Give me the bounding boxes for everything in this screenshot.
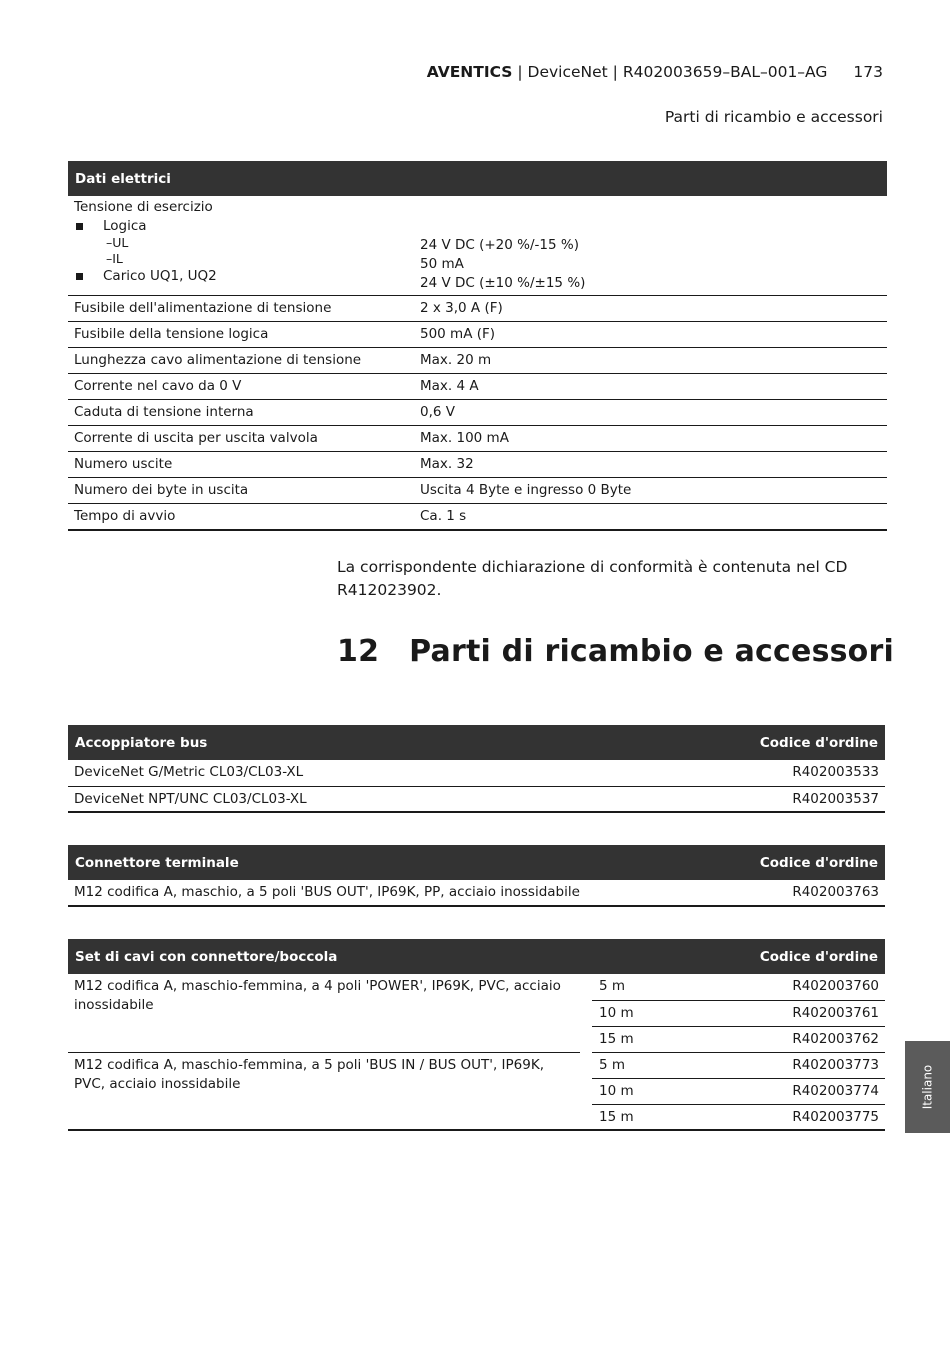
table-row	[68, 974, 885, 1000]
bullet-square-icon	[76, 223, 83, 230]
spacer	[580, 974, 592, 1052]
running-header	[427, 63, 883, 81]
il-label: –IL	[106, 251, 123, 266]
value-line: 24 V DC (+20 %/-15 %)	[420, 237, 579, 253]
table-header-row	[68, 161, 887, 196]
table-row	[68, 400, 887, 426]
table-row	[68, 1052, 885, 1078]
row-label: Tempo di avvio	[68, 504, 414, 530]
row-label: Corrente nel cavo da 0 V	[68, 374, 414, 400]
row-value: Ca. 1 s	[414, 504, 887, 530]
order-code: R402003775	[692, 1104, 885, 1130]
table-row	[68, 426, 887, 452]
column-header: Set di cavi con connettore/boccola	[68, 939, 692, 974]
part-description: M12 codifica A, maschio-femmina, a 4 poli 'POWER', IP69K, PVC, acciaio inossidabile	[68, 974, 580, 1052]
table-header-row	[68, 939, 885, 974]
row-value: Max. 20 m	[414, 348, 887, 374]
supply-voltage-label: Tensione di esercizio	[74, 199, 213, 215]
cable-length: 10 m	[592, 1078, 692, 1104]
table-row	[68, 196, 887, 296]
spacer	[580, 1052, 592, 1130]
order-code: R402003760	[692, 974, 885, 1000]
row-value: Max. 32	[414, 452, 887, 478]
part-description: M12 codifica A, maschio, a 5 poli 'BUS OUT', IP69K, PP, acciaio inossidabile	[68, 880, 719, 906]
value-line: 24 V DC (±10 %/±15 %)	[420, 275, 586, 291]
electrical-data-table	[68, 161, 887, 531]
section-header: Parti di ricambio e accessori	[664, 108, 883, 126]
column-header: Codice d'ordine	[599, 725, 885, 760]
table-row	[68, 786, 885, 812]
table-row	[68, 504, 887, 530]
part-description: DeviceNet NPT/UNC CL03/CL03-XL	[68, 786, 599, 812]
column-header: Connettore terminale	[68, 845, 719, 880]
cable-length: 15 m	[592, 1104, 692, 1130]
order-code: R402003773	[692, 1052, 885, 1078]
conformity-note: La corrispondente dichiarazione di conformità è contenuta nel CD R412023902.	[337, 558, 848, 599]
bullet-logic	[74, 217, 408, 236]
cable-length: 5 m	[592, 1052, 692, 1078]
doc-reference: | DeviceNet | R402003659–BAL–001–AG	[512, 63, 828, 81]
table-title: Dati elettrici	[68, 161, 887, 196]
row-value: 500 mA (F)	[414, 322, 887, 348]
section-heading	[337, 634, 894, 669]
table-row	[68, 374, 887, 400]
part-description: M12 codifica A, maschio-femmina, a 5 poli 'BUS IN / BUS OUT', IP69K, PVC, acciaio inossidabile	[68, 1052, 580, 1130]
order-code: R402003763	[719, 880, 885, 906]
ul-label: –UL	[106, 235, 129, 250]
language-label: Italiano	[920, 1064, 935, 1110]
order-code: R402003761	[692, 1000, 885, 1026]
column-header: Codice d'ordine	[719, 845, 885, 880]
table-row	[68, 348, 887, 374]
supply-voltage-values	[414, 196, 887, 296]
row-value: Max. 100 mA	[414, 426, 887, 452]
table-row	[68, 452, 887, 478]
row-label: Numero uscite	[68, 452, 414, 478]
page-number: 173	[853, 63, 883, 81]
table-row	[68, 322, 887, 348]
order-code: R402003774	[692, 1078, 885, 1104]
order-code: R402003762	[692, 1026, 885, 1052]
row-value: 0,6 V	[414, 400, 887, 426]
row-label: Fusibile dell'alimentazione di tensione	[68, 296, 414, 322]
value-line: 50 mA	[420, 256, 464, 272]
row-label: Caduta di tensione interna	[68, 400, 414, 426]
column-header: Codice d'ordine	[692, 939, 885, 974]
row-label: Corrente di uscita per uscita valvola	[68, 426, 414, 452]
column-header: Accoppiatore bus	[68, 725, 599, 760]
bus-coupler-table	[68, 725, 885, 813]
row-value: Max. 4 A	[414, 374, 887, 400]
brand: AVENTICS	[426, 63, 513, 81]
cable-length: 5 m	[592, 974, 692, 1000]
cable-length: 10 m	[592, 1000, 692, 1026]
table-row	[68, 478, 887, 504]
row-value: 2 x 3,0 A (F)	[414, 296, 887, 322]
cable-set-table	[68, 939, 885, 1131]
row-label: Lunghezza cavo alimentazione di tensione	[68, 348, 414, 374]
part-description: DeviceNet G/Metric CL03/CL03-XL	[68, 760, 599, 786]
table-header-row	[68, 845, 885, 880]
supply-voltage-cell	[68, 196, 414, 296]
section-number: 12	[337, 634, 380, 669]
order-code: R402003537	[599, 786, 885, 812]
load-label: Carico UQ1, UQ2	[103, 268, 217, 284]
table-row	[68, 760, 885, 786]
logic-label: Logica	[103, 217, 147, 234]
order-code: R402003533	[599, 760, 885, 786]
table-row	[68, 296, 887, 322]
table-header-row	[68, 725, 885, 760]
cable-length: 15 m	[592, 1026, 692, 1052]
section-title-text: Parti di ricambio e accessori	[409, 634, 894, 669]
table-row	[68, 880, 885, 906]
bullet-load	[74, 267, 408, 286]
bullet-square-icon	[76, 273, 83, 280]
row-value: Uscita 4 Byte e ingresso 0 Byte	[414, 478, 887, 504]
row-label: Fusibile della tensione logica	[68, 322, 414, 348]
row-label: Numero dei byte in uscita	[68, 478, 414, 504]
language-tab	[905, 1041, 950, 1133]
terminal-connector-table	[68, 845, 885, 907]
